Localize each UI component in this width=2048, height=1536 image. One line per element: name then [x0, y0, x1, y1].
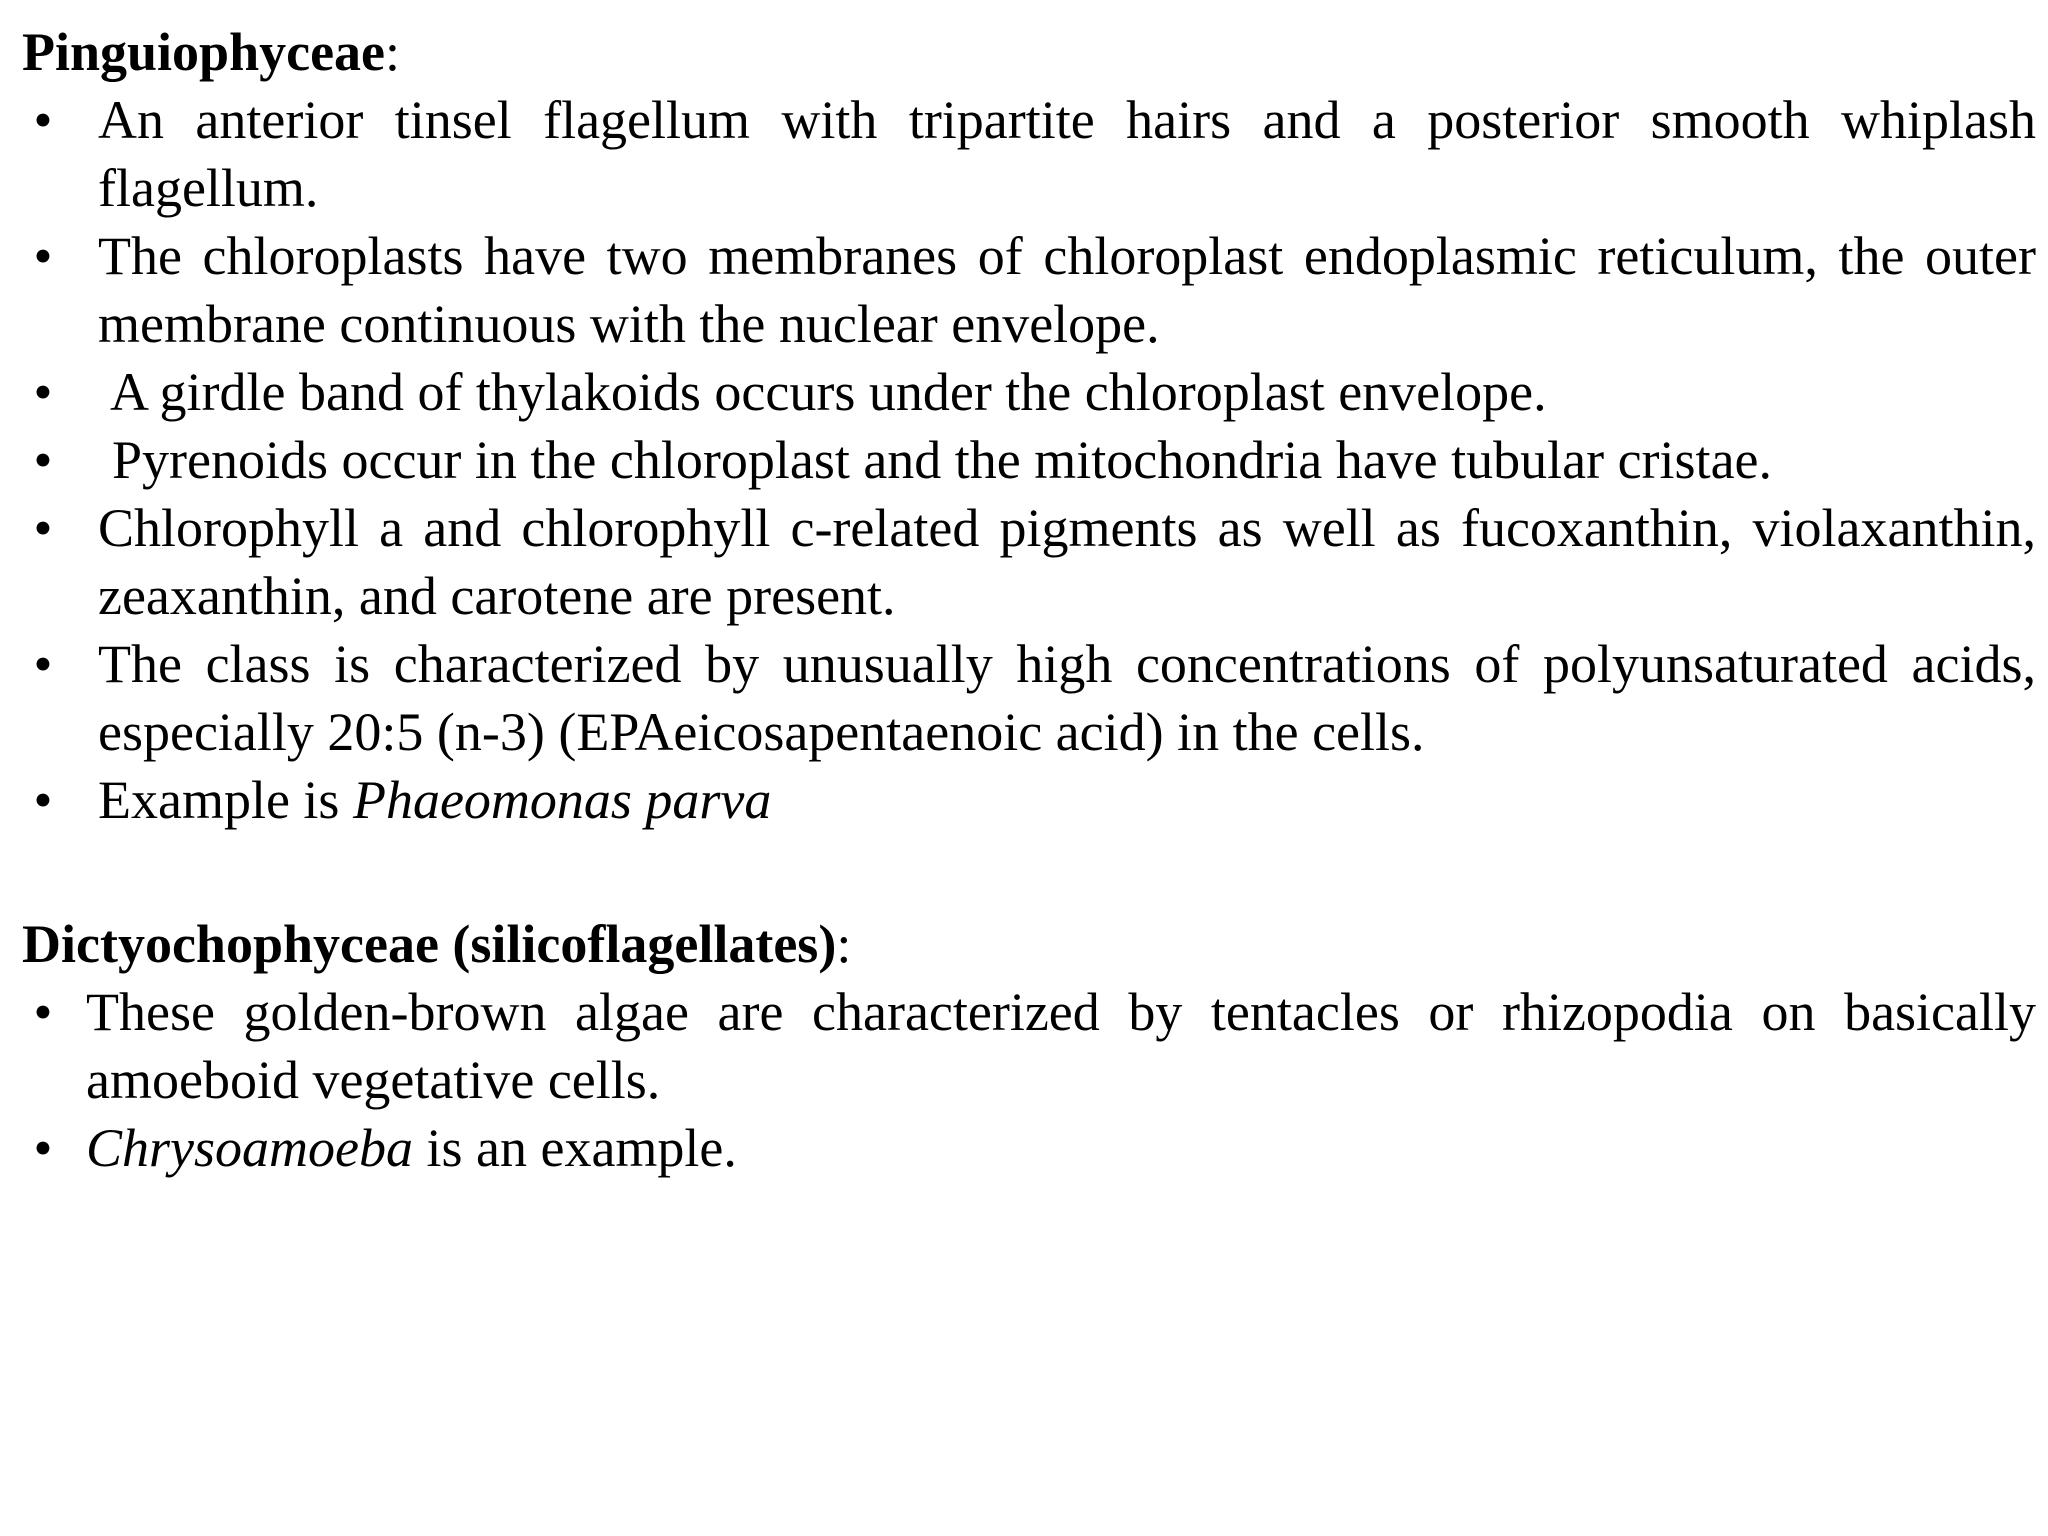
bullet-list	[22, 978, 2036, 1182]
list-item	[22, 630, 2036, 766]
list-item	[22, 978, 2036, 1114]
heading-colon: :	[836, 914, 852, 974]
list-item	[22, 222, 2036, 358]
list-item	[22, 86, 2036, 222]
species-name: Chrysoamoeba	[86, 1118, 413, 1178]
bullet-text: The chloroplasts have two membranes of chloroplast endoplasmic reticulum, the outer membrane continuous with the nuclear envelope.	[98, 226, 2036, 354]
bullet-icon: •	[33, 226, 53, 286]
bullet-text: Pyrenoids occur in the chloroplast and the mitochondria have tubular cristae.	[112, 430, 1772, 490]
bullet-icon: •	[33, 982, 53, 1042]
list-item	[22, 494, 2036, 630]
list-item	[22, 358, 2036, 426]
bullet-icon: •	[33, 770, 53, 830]
heading-title: Pinguiophyceae	[22, 22, 386, 82]
bullet-icon: •	[33, 430, 53, 490]
species-name: Phaeomonas parva	[352, 770, 772, 830]
list-item	[22, 426, 2036, 494]
list-item-example	[22, 1114, 2036, 1182]
bullet-list	[22, 86, 2036, 834]
bullet-text: Chlorophyll a and chlorophyll c-related pigments as well as fucoxanthin, violaxanthin, zeaxanthin, and carotene are present.	[98, 498, 2036, 626]
section-pinguiophyceae	[22, 18, 2036, 834]
heading-colon: :	[385, 22, 401, 82]
section-heading	[22, 910, 2036, 978]
bullet-icon: •	[33, 634, 53, 694]
example-prefix: Example is	[98, 770, 353, 830]
bullet-icon: •	[33, 498, 53, 558]
section-heading	[22, 18, 2036, 86]
bullet-text: An anterior tinsel flagellum with tripartite hairs and a posterior smooth whiplash flagellum.	[98, 90, 2036, 218]
bullet-icon: •	[33, 1118, 53, 1178]
bullet-icon: •	[33, 90, 53, 150]
list-item-example	[22, 766, 2036, 834]
bullet-text: These golden-brown algae are characterized by tentacles or rhizopodia on basically amoeboid vegetative cells.	[86, 982, 2036, 1110]
section-dictyochophyceae	[22, 910, 2036, 1182]
bullet-text: A girdle band of thylakoids occurs under the chloroplast envelope.	[110, 362, 1547, 422]
heading-title: Dictyochophyceae (silicoflagellates)	[22, 914, 837, 974]
example-suffix: is an example.	[412, 1118, 737, 1178]
bullet-text: The class is characterized by unusually high concentrations of polyunsaturated acids, especially 20:5 (n-3) (EPAeicosapentaenoic acid) in the cells.	[98, 634, 2036, 762]
bullet-icon: •	[33, 362, 53, 422]
